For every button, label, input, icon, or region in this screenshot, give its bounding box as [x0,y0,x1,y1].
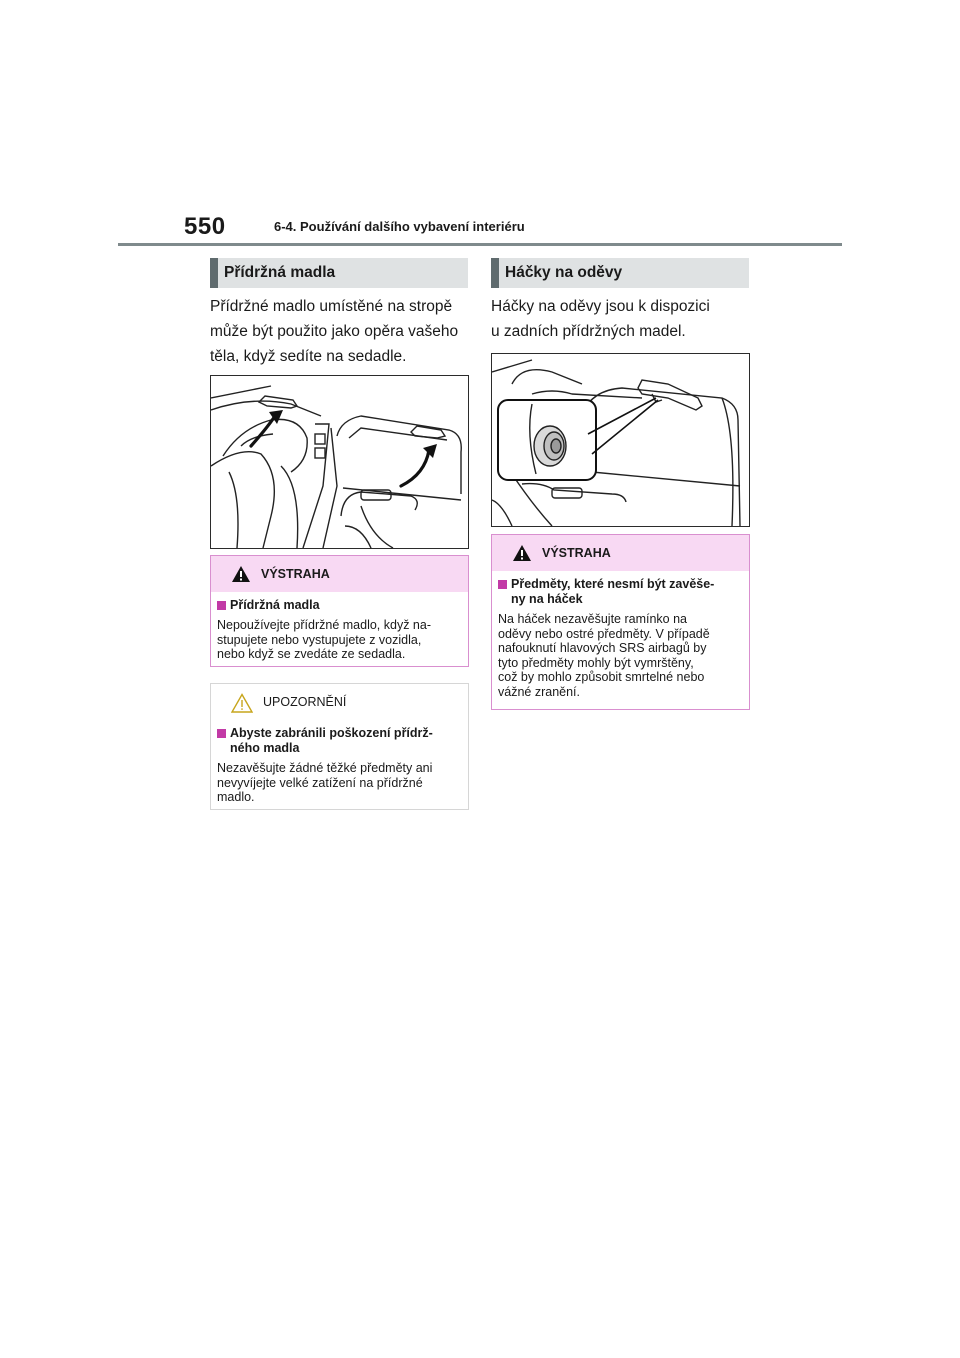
caution-box-assist-grips [210,683,469,810]
caution-header [211,684,468,720]
text-line: nebo když se zvedáte ze sedadla. [217,647,406,661]
warning-triangle-icon [231,565,251,586]
caution-triangle-icon [231,693,253,716]
caution-item-text [217,761,462,805]
coat-hooks-body [491,294,710,344]
warning-item-title [217,598,462,613]
text-line: Na háček nezavěšujte ramínko na [498,612,687,626]
assist-grip-illustration-icon [211,376,468,548]
body-line: Háčky na oděvy jsou k dispozici [491,298,710,315]
text-line: což by mohlo způsobit smrtelné nebo [498,670,705,684]
warning-triangle-icon [512,544,532,565]
header-rule [118,243,842,246]
warning-item-title [498,577,743,607]
assist-grip-figure [210,375,469,549]
text-line: stupujete nebo vystupujete z vozidla, [217,632,422,647]
text-line: nevyvíjejte velké zatížení na přídržné [217,775,423,790]
text-line: tyto předměty mohly být vymrštěny, [498,655,694,670]
warning-box-coat-hooks [491,534,750,710]
text-line: Nezavěšujte žádné těžké předměty ani [217,761,433,775]
bullet-square-icon [217,601,226,610]
warning-label: VÝSTRAHA [261,567,330,581]
body-line: Přídržné madlo umístěné na stropě [210,298,453,315]
title-line: ny na háček [511,592,583,606]
text-line: vážné zranění. [498,684,580,699]
warning-label: VÝSTRAHA [542,546,611,560]
caution-item-title [217,726,462,756]
text-line: nafouknutí hlavových SRS airbagů by [498,641,707,655]
text-line: oděvy nebo ostré předměty. V případě [498,626,710,641]
bullet-square-icon [498,580,507,589]
warning-box-assist-grips [210,555,469,667]
section-title-assist-grips: Přídržná madla [210,258,468,288]
coat-hook-figure [491,353,750,527]
title-line: Předměty, které nesmí být zavěše- [511,577,715,591]
warning-item-text [498,612,743,699]
section-header: 6-4. Používání dalšího vybavení interiéru [274,219,525,234]
title-line: Abyste zabránili poškození přídrž- [230,726,433,740]
body-line: těla, když sedíte na sedadle. [210,348,407,365]
caution-label: UPOZORNĚNÍ [263,695,347,709]
assist-grips-body [210,294,458,369]
warning-header [211,556,468,592]
title-line: ného madla [230,741,300,755]
warning-item-text [217,618,462,662]
bullet-square-icon [217,729,226,738]
coat-hook-illustration-icon [492,354,749,526]
section-title-coat-hooks: Háčky na oděvy [491,258,749,288]
page-number: 550 [184,213,226,240]
body-line: u zadních přídržných madel. [491,323,686,340]
warning-header [492,535,749,571]
warning-item-title-text: Přídržná madla [230,598,320,612]
text-line: Nepoužívejte přídržné madlo, když na- [217,618,431,632]
body-line: může být použito jako opěra vašeho [210,323,459,340]
text-line: madlo. [217,790,255,804]
